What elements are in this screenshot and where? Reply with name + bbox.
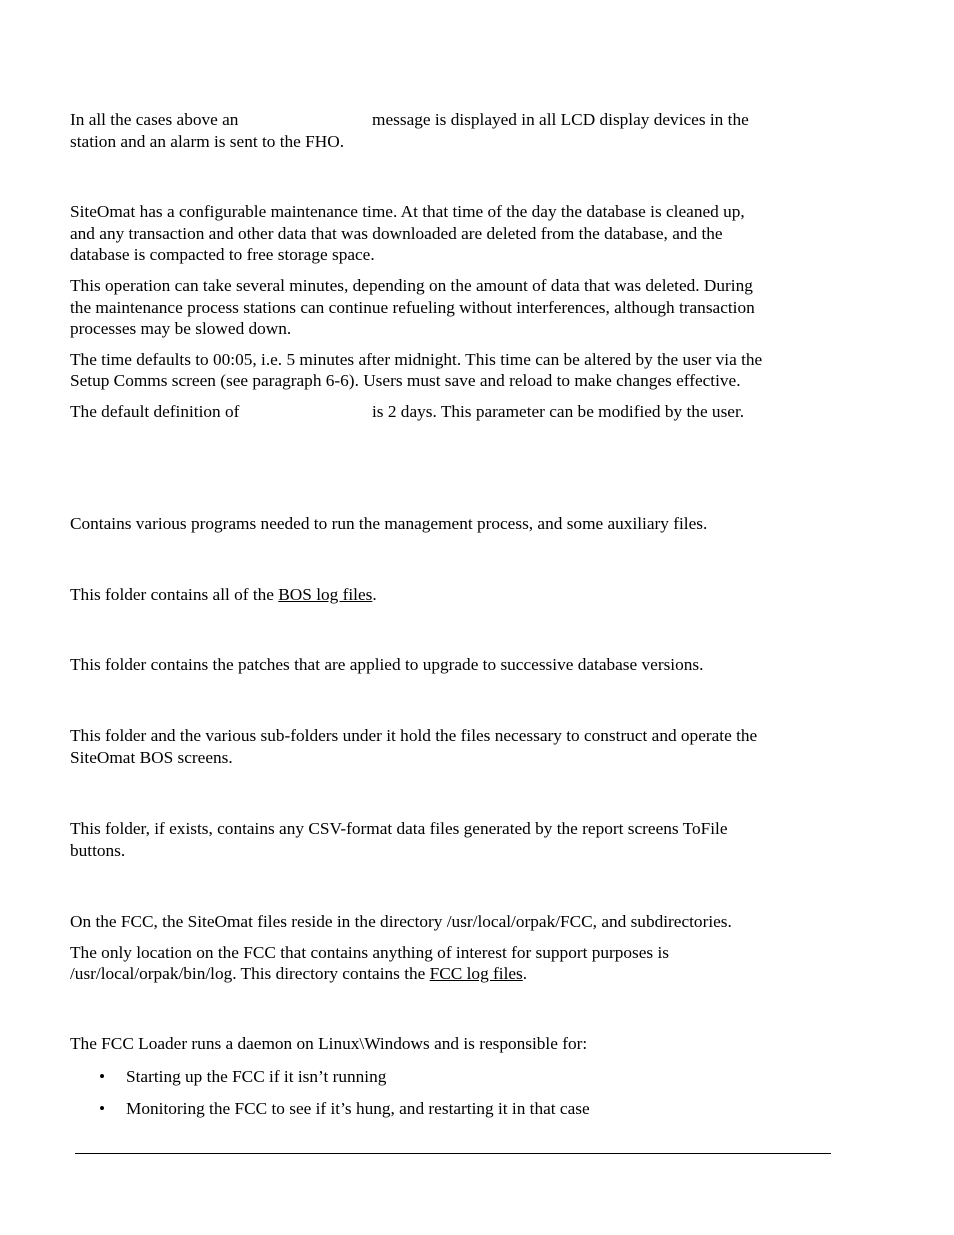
fcc-loader-intro: The FCC Loader runs a daemon on Linux\Windows and is responsible for: <box>70 1034 588 1053</box>
maintenance-paragraph-4-part1: The default definition of <box>70 402 240 421</box>
maintenance-paragraph-1-line-3: database is compacted to free storage space. <box>70 245 375 264</box>
intro-text-part2: message is displayed in all LCD display devices in the <box>372 110 749 129</box>
patches-folder-description: This folder contains the patches that are applied to upgrade to successive database versions. <box>70 655 704 674</box>
fcc-log-files-link[interactable]: FCC log files <box>429 964 523 983</box>
bin-folder-description: Contains various programs needed to run the management process, and some auxiliary files. <box>70 514 708 533</box>
screens-folder-description-line-2: SiteOmat BOS screens. <box>70 748 233 767</box>
bullet-icon: • <box>99 1099 106 1118</box>
maintenance-paragraph-4-part2: is 2 days. This parameter can be modified by the user. <box>372 402 745 421</box>
list-item: Monitoring the FCC to see if it’s hung, and restarting it in that case <box>126 1099 590 1118</box>
footer-divider <box>75 1153 831 1154</box>
maintenance-paragraph-1-line-2: and any transaction and other data that was downloaded are deleted from the database, and the <box>70 224 723 243</box>
maintenance-paragraph-1-line-1: SiteOmat has a configurable maintenance time. At that time of the day the database is cleaned up, <box>70 202 745 221</box>
fcc-files-location: On the FCC, the SiteOmat files reside in the directory /usr/local/orpak/FCC, and subdirectories. <box>70 912 732 931</box>
fcc-support-location-line-2 <box>70 963 527 985</box>
maintenance-paragraph-2-line-2: the maintenance process stations can continue refueling without interferences, although transaction <box>70 298 755 317</box>
log-folder-description <box>70 584 377 606</box>
maintenance-paragraph-3-line-1: The time defaults to 00:05, i.e. 5 minutes after midnight. This time can be altered by the user via the <box>70 350 763 369</box>
log-folder-period: . <box>372 585 377 604</box>
fcc-log-period: . <box>522 964 528 983</box>
intro-text-part1: In all the cases above an <box>70 110 239 129</box>
fcc-support-location-line-1: The only location on the FCC that contains anything of interest for support purposes is <box>70 943 669 962</box>
maintenance-paragraph-2-line-1: This operation can take several minutes, depending on the amount of data that was deleted. During <box>70 276 753 295</box>
maintenance-paragraph-3-line-2: Setup Comms screen (see paragraph 6-6). Users must save and reload to make changes effective. <box>70 371 741 390</box>
csv-folder-description-line-2: buttons. <box>70 841 126 860</box>
screens-folder-description-line-1: This folder and the various sub-folders under it hold the files necessary to construct and operate the <box>70 726 758 745</box>
bos-log-files-link[interactable]: BOS log files <box>278 585 373 604</box>
csv-folder-description-line-1: This folder, if exists, contains any CSV-format data files generated by the report screens ToFile <box>70 819 728 838</box>
fcc-log-directory-text: /usr/local/orpak/bin/log. This directory contains the <box>70 964 430 983</box>
bullet-icon: • <box>99 1067 106 1086</box>
list-item: Starting up the FCC if it isn’t running <box>126 1067 387 1086</box>
intro-text-line2: station and an alarm is sent to the FHO. <box>70 132 345 151</box>
maintenance-paragraph-2-line-3: processes may be slowed down. <box>70 319 292 338</box>
log-folder-text: This folder contains all of the <box>70 585 279 604</box>
